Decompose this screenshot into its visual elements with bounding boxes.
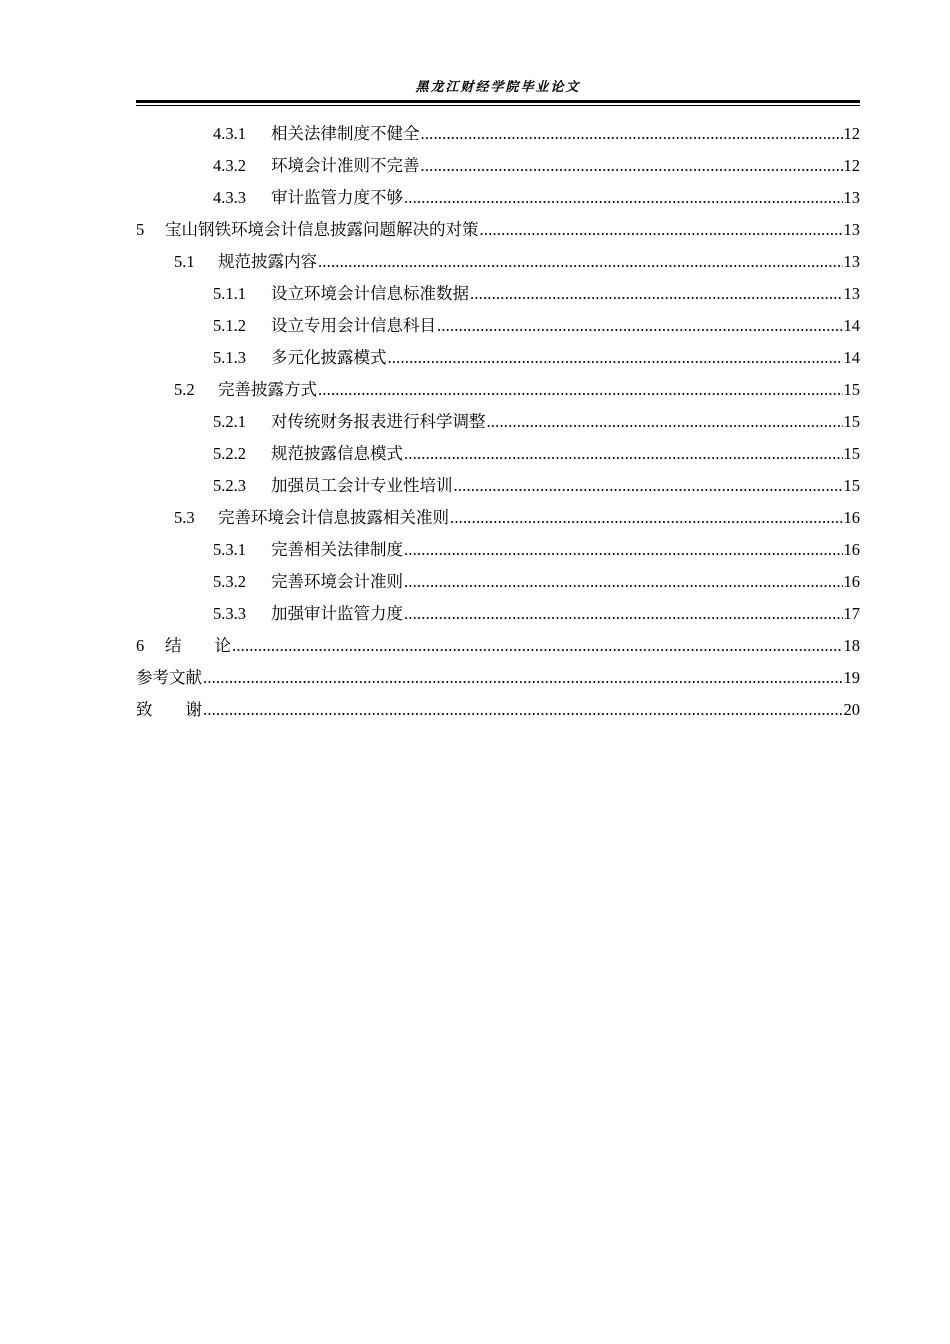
toc-entry-label: 多元化披露模式 (271, 348, 387, 367)
toc-entry-page-number: 15 (843, 380, 860, 399)
toc-entry-page-number: 18 (843, 636, 860, 655)
toc-entry-page-number: 16 (843, 540, 860, 559)
toc-entry-page-number: 15 (843, 476, 860, 495)
toc-entry-page-number: 15 (843, 412, 860, 431)
toc-entry-number: 6 (136, 636, 145, 655)
toc-entry-label: 加强审计监管力度 (271, 604, 403, 623)
toc-entry-label: 设立专用会计信息科目 (271, 316, 436, 335)
toc-entry-number: 4.3.1 (213, 124, 246, 143)
toc-entry[interactable] (136, 246, 860, 278)
toc-entry-number: 5.3.3 (213, 604, 246, 623)
toc-dot-leader (487, 406, 843, 438)
toc-entry[interactable] (136, 470, 860, 502)
toc-dot-leader (437, 310, 843, 342)
toc-entry-page-number: 12 (843, 156, 860, 175)
toc-entry[interactable] (136, 118, 860, 150)
toc-entry-label: 加强员工会计专业性培训 (271, 476, 453, 495)
toc-entry-label: 致 谢 (136, 700, 202, 719)
toc-entry-page-number: 13 (843, 220, 860, 239)
toc-entry-number: 4.3.2 (213, 156, 246, 175)
toc-entry-label: 规范披露内容 (218, 252, 317, 271)
toc-entry-number: 5.1.2 (213, 316, 246, 335)
toc-entry-label: 参考文献 (136, 668, 202, 687)
toc-dot-leader (480, 214, 843, 246)
toc-entry-page-number: 14 (843, 316, 860, 335)
toc-entry-number: 5.3 (174, 508, 195, 527)
toc-dot-leader (404, 534, 843, 566)
toc-entry-page-number: 17 (843, 604, 860, 623)
toc-entry[interactable] (136, 310, 860, 342)
toc-entry-page-number: 13 (843, 188, 860, 207)
toc-entry[interactable] (136, 214, 860, 246)
toc-entry-label: 宝山钢铁环境会计信息披露问题解决的对策 (165, 220, 479, 239)
toc-entry[interactable] (136, 374, 860, 406)
toc-entry-number: 5 (136, 220, 145, 239)
toc-entry-number: 5.1.1 (213, 284, 246, 303)
toc-entry-label: 完善披露方式 (218, 380, 317, 399)
toc-entry[interactable] (136, 534, 860, 566)
toc-entry-label: 相关法律制度不健全 (271, 124, 420, 143)
toc-entry-label: 规范披露信息模式 (271, 444, 403, 463)
toc-entry-number: 5.2 (174, 380, 195, 399)
toc-dot-leader (470, 278, 843, 310)
toc-entry-page-number: 16 (843, 572, 860, 591)
toc-entry-page-number: 20 (843, 700, 860, 719)
toc-dot-leader (318, 246, 843, 278)
toc-dot-leader (388, 342, 843, 374)
toc-entry-page-number: 15 (843, 444, 860, 463)
toc-entry-number: 5.1 (174, 252, 195, 271)
toc-dot-leader (404, 438, 843, 470)
toc-entry-label: 完善环境会计信息披露相关准则 (218, 508, 449, 527)
toc-entry[interactable] (136, 182, 860, 214)
header-title: 黑龙江财经学院毕业论文 (415, 80, 581, 95)
toc-dot-leader (203, 662, 843, 694)
toc-entry[interactable] (136, 342, 860, 374)
toc-entry[interactable] (136, 278, 860, 310)
toc-entry[interactable] (136, 438, 860, 470)
toc-entry-label: 对传统财务报表进行科学调整 (271, 412, 486, 431)
toc-entry[interactable] (136, 406, 860, 438)
toc-dot-leader (404, 182, 843, 214)
toc-entry-page-number: 14 (843, 348, 860, 367)
toc-entry-label: 设立环境会计信息标准数据 (271, 284, 469, 303)
toc-dot-leader (203, 694, 843, 726)
toc-entry[interactable] (136, 662, 860, 694)
toc-dot-leader (404, 598, 843, 630)
toc-entry[interactable] (136, 694, 860, 726)
toc-entry-number: 5.3.2 (213, 572, 246, 591)
toc-dot-leader (450, 502, 843, 534)
toc-dot-leader (421, 118, 843, 150)
toc-dot-leader (404, 566, 843, 598)
toc-entry-label: 审计监管力度不够 (271, 188, 403, 207)
toc-entry[interactable] (136, 150, 860, 182)
toc-entry-page-number: 19 (843, 668, 860, 687)
toc-entry-page-number: 16 (843, 508, 860, 527)
toc-dot-leader (421, 150, 843, 182)
toc-entry-label: 环境会计准则不完善 (271, 156, 420, 175)
toc-entry[interactable] (136, 566, 860, 598)
toc-entry[interactable] (136, 598, 860, 630)
toc-dot-leader (232, 630, 843, 662)
toc-entry-number: 5.1.3 (213, 348, 246, 367)
toc-dot-leader (318, 374, 843, 406)
page-header (136, 78, 860, 104)
toc-dot-leader (454, 470, 843, 502)
toc-entry-label: 完善相关法律制度 (271, 540, 403, 559)
toc-entry-number: 5.3.1 (213, 540, 246, 559)
toc-entry-number: 5.2.1 (213, 412, 246, 431)
toc-entry-number: 5.2.2 (213, 444, 246, 463)
toc-entry-number: 5.2.3 (213, 476, 246, 495)
toc-entry-label: 结 论 (165, 636, 231, 655)
toc-entry-number: 4.3.3 (213, 188, 246, 207)
toc-entry-page-number: 13 (843, 252, 860, 271)
header-rule-thick (136, 100, 860, 103)
toc-entry[interactable] (136, 502, 860, 534)
toc-entry-page-number: 13 (843, 284, 860, 303)
toc-entry-page-number: 12 (843, 124, 860, 143)
toc-entry[interactable] (136, 630, 860, 662)
header-rule-thin (136, 105, 860, 106)
toc-entry-label: 完善环境会计准则 (271, 572, 403, 591)
table-of-contents (136, 118, 860, 726)
